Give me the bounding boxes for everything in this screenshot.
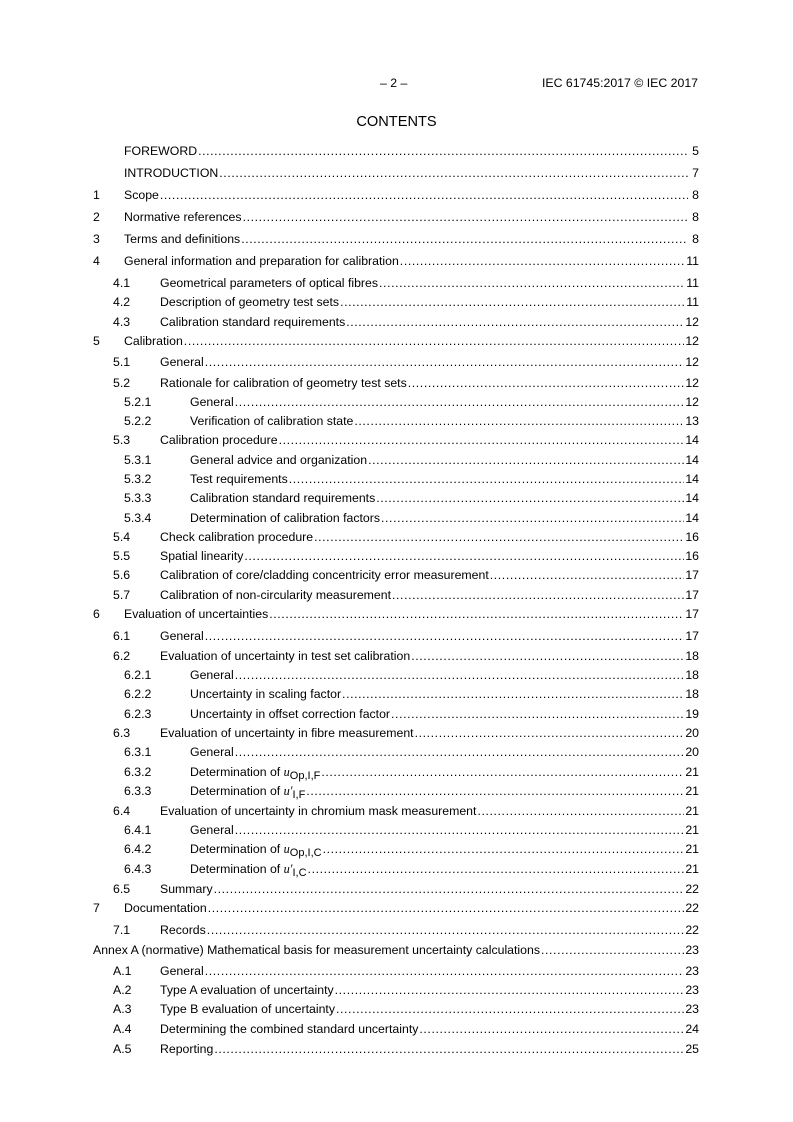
toc-entry[interactable] xyxy=(93,210,699,227)
toc-entry-page: 21 xyxy=(685,804,699,818)
toc-entry[interactable] xyxy=(93,232,699,249)
toc-entry-number: 7.1 xyxy=(113,923,131,937)
toc-entry[interactable] xyxy=(93,568,699,585)
toc-entry-title xyxy=(190,823,234,837)
toc-entry-title xyxy=(190,842,322,857)
toc-entry-title-text: Reporting xyxy=(160,1042,214,1056)
toc-entry-page: 17 xyxy=(685,588,699,602)
toc-entry[interactable] xyxy=(93,1022,699,1039)
toc-entry-title-text: Geometrical parameters of optical fibres xyxy=(160,276,379,290)
toc-entry-number: 5.4 xyxy=(113,530,131,544)
toc-entry[interactable] xyxy=(93,629,699,646)
toc-entry[interactable] xyxy=(93,668,699,685)
toc-entry-page: 19 xyxy=(685,707,699,721)
toc-entry-title xyxy=(124,166,218,180)
toc-entry[interactable] xyxy=(93,453,699,470)
toc-entry-number: 6.2.2 xyxy=(124,687,152,701)
toc-leader-dots xyxy=(408,376,685,390)
toc-entry-page: 22 xyxy=(685,882,699,896)
toc-leader-dots xyxy=(219,166,688,180)
toc-leader-dots xyxy=(391,707,684,721)
toc-entry-page: 17 xyxy=(685,607,699,621)
toc-leader-dots xyxy=(207,923,685,937)
toc-entry-page: 16 xyxy=(685,549,699,563)
toc-leader-dots xyxy=(205,629,685,643)
toc-entry-title xyxy=(190,491,375,505)
toc-entry-title xyxy=(190,784,305,799)
toc-entry-title-text: Calibration procedure xyxy=(160,433,278,447)
toc-entry-title-text: FOREWORD xyxy=(124,144,198,158)
toc-entry-page: 23 xyxy=(685,964,699,978)
toc-entry-page: 22 xyxy=(685,901,699,915)
toc-entry-page: 17 xyxy=(685,568,699,582)
toc-entry-number: 5.1 xyxy=(113,355,131,369)
toc-entry-title-text: Test requirements xyxy=(190,472,288,486)
toc-leader-dots xyxy=(354,414,684,428)
toc-entry-title-text: General xyxy=(190,745,234,759)
toc-entry-title-text: General xyxy=(190,823,234,837)
toc-entry-number: 5.2.2 xyxy=(124,414,152,428)
toc-entry-title xyxy=(190,414,353,428)
toc-entry-page: 23 xyxy=(685,1002,699,1016)
toc-entry-title xyxy=(160,376,407,390)
toc-entry[interactable] xyxy=(93,530,699,547)
toc-entry-page: 12 xyxy=(685,376,699,390)
toc-leader-dots xyxy=(306,784,684,798)
toc-leader-dots xyxy=(308,862,685,876)
toc-entry-page: 11 xyxy=(686,276,699,290)
toc-entry-title xyxy=(190,668,234,682)
toc-entry-page: 14 xyxy=(685,511,699,525)
toc-entry[interactable] xyxy=(93,823,699,840)
toc-leader-dots xyxy=(289,472,685,486)
toc-entry-page: 8 xyxy=(692,210,699,224)
toc-entry-page: 21 xyxy=(685,784,699,798)
toc-entry-title xyxy=(160,549,243,563)
toc-entry-title xyxy=(160,315,345,329)
toc-entry-title xyxy=(124,232,240,246)
toc-entry-number: 6.4.3 xyxy=(124,862,152,876)
toc-entry-page: 14 xyxy=(685,472,699,486)
toc-entry-title xyxy=(160,433,278,447)
toc-entry-page: 12 xyxy=(685,315,699,329)
toc-entry-title-text: Type B evaluation of uncertainty xyxy=(160,1002,335,1016)
toc-entry[interactable] xyxy=(93,649,699,666)
toc-leader-dots xyxy=(279,433,685,447)
page-header xyxy=(0,76,793,92)
toc-entry[interactable] xyxy=(93,1042,699,1059)
toc-entry[interactable] xyxy=(93,511,699,528)
toc-entry-title-text: Terms and definitions xyxy=(124,232,241,246)
toc-entry-page: 14 xyxy=(685,453,699,467)
toc-entry[interactable] xyxy=(93,726,699,743)
toc-entry-title xyxy=(160,588,391,602)
toc-entry[interactable] xyxy=(93,784,699,801)
toc-leader-dots xyxy=(419,1022,684,1036)
toc-entry-title xyxy=(160,1042,213,1056)
toc-leader-dots xyxy=(321,765,684,779)
toc-entry[interactable] xyxy=(93,295,699,312)
toc-entry-page: 24 xyxy=(685,1022,699,1036)
toc-entry-page: 11 xyxy=(686,254,699,268)
toc-entry-number: 6.3 xyxy=(113,726,131,740)
toc-entry-title-text: Check calibration procedure xyxy=(160,530,314,544)
toc-leader-dots xyxy=(235,823,685,837)
toc-entry-title-text: Determination of xyxy=(190,862,284,876)
toc-entry-title xyxy=(190,765,320,780)
toc-entry[interactable] xyxy=(93,687,699,704)
toc-entry[interactable] xyxy=(93,745,699,762)
toc-entry-title xyxy=(93,943,540,957)
toc-entry-number: 1 xyxy=(93,188,100,202)
toc-entry-page: 16 xyxy=(685,530,699,544)
toc-entry[interactable] xyxy=(93,983,699,1000)
toc-entry-page: 20 xyxy=(685,726,699,740)
toc-leader-dots xyxy=(243,210,688,224)
toc-entry-number: 5.3.2 xyxy=(124,472,152,486)
toc-entry-number: A.4 xyxy=(113,1022,132,1036)
toc-entry-title xyxy=(160,276,378,290)
toc-entry-title-text: Determination of xyxy=(190,784,284,798)
toc-entry-title xyxy=(190,472,288,486)
toc-leader-dots xyxy=(244,549,684,563)
toc-entry-title xyxy=(124,188,159,202)
toc-entry-page: 17 xyxy=(685,629,699,643)
toc-entry-title-text: Spatial linearity xyxy=(160,549,244,563)
toc-entry-title xyxy=(124,144,197,158)
toc-entry-title xyxy=(124,607,268,621)
toc-entry-number: 2 xyxy=(93,210,100,224)
toc-entry[interactable] xyxy=(93,804,699,821)
toc-entry[interactable] xyxy=(93,842,699,859)
toc-leader-dots xyxy=(346,315,684,329)
toc-entry-title-text: Evaluation of uncertainty in test set calibration xyxy=(160,649,411,663)
toc-entry-number: 6 xyxy=(93,607,100,621)
toc-leader-dots xyxy=(368,453,684,467)
toc-entry-title-text: General xyxy=(190,395,234,409)
toc-entry-title-text: Records xyxy=(160,923,206,937)
toc-leader-dots xyxy=(235,745,685,759)
toc-entry-page: 18 xyxy=(685,649,699,663)
toc-entry[interactable] xyxy=(93,315,699,332)
toc-entry-number: 7 xyxy=(93,901,100,915)
toc-entry[interactable] xyxy=(93,491,699,508)
toc-entry-page: 11 xyxy=(686,295,699,309)
toc-leader-dots xyxy=(376,491,684,505)
toc-entry-title-text: Evaluation of uncertainty in fibre measurement xyxy=(160,726,414,740)
toc-entry-page: 7 xyxy=(692,166,699,180)
toc-entry-title xyxy=(160,649,410,663)
toc-entry-number: 6.2 xyxy=(113,649,131,663)
toc-entry-title-text: Annex A (normative) Mathematical basis for measurement uncertainty calculations xyxy=(93,943,540,957)
toc-entry-title-text: Uncertainty in scaling factor xyxy=(190,687,342,701)
toc-entry-math-symbol: u′ xyxy=(283,862,293,876)
toc-entry-number: 5.3.1 xyxy=(124,453,152,467)
toc-entry-number: 6.5 xyxy=(113,882,131,896)
toc-entry-number: 6.4 xyxy=(113,804,131,818)
toc-leader-dots xyxy=(235,395,685,409)
toc-leader-dots xyxy=(335,983,685,997)
toc-leader-dots xyxy=(415,726,685,740)
toc-leader-dots xyxy=(314,530,684,544)
toc-leader-dots xyxy=(342,687,684,701)
toc-entry-page: 12 xyxy=(685,395,699,409)
toc-leader-dots xyxy=(241,232,688,246)
toc-entry-number: 5.2.1 xyxy=(124,395,152,409)
toc-entry-title-text: General xyxy=(160,629,204,643)
toc-entry-title-text: Determination of xyxy=(190,842,284,856)
toc-entry-title xyxy=(160,1002,335,1016)
toc-leader-dots xyxy=(269,607,684,621)
toc-entry-number: 5.6 xyxy=(113,568,131,582)
toc-entry-title xyxy=(190,511,380,525)
toc-leader-dots xyxy=(205,964,685,978)
toc-entry-number: A.5 xyxy=(113,1042,132,1056)
toc-leader-dots xyxy=(160,188,688,202)
toc-entry-page: 12 xyxy=(685,355,699,369)
toc-entry[interactable] xyxy=(93,765,699,782)
toc-entry-title xyxy=(124,334,183,348)
toc-entry-number: 6.4.1 xyxy=(124,823,152,837)
toc-leader-dots xyxy=(411,649,684,663)
toc-leader-dots xyxy=(323,842,685,856)
toc-leader-dots xyxy=(214,882,685,896)
toc-leader-dots xyxy=(235,668,685,682)
toc-leader-dots xyxy=(198,144,688,158)
toc-entry-number: 4.1 xyxy=(113,276,131,290)
toc-entry-number: 5.3.4 xyxy=(124,511,152,525)
toc-entry-title-text: INTRODUCTION xyxy=(124,166,219,180)
toc-entry[interactable] xyxy=(93,707,699,724)
toc-entry-page: 25 xyxy=(685,1042,699,1056)
toc-entry-title-text: Calibration xyxy=(124,334,183,348)
toc-entry-title-text: General xyxy=(160,964,204,978)
toc-entry-number: 4.2 xyxy=(113,295,131,309)
toc-entry-page: 21 xyxy=(685,842,699,856)
toc-entry-number: 5.7 xyxy=(113,588,131,602)
toc-leader-dots xyxy=(184,334,685,348)
toc-entry[interactable] xyxy=(93,276,699,293)
toc-entry-title-text: General xyxy=(160,355,204,369)
toc-entry-title xyxy=(190,745,234,759)
toc-entry-page: 20 xyxy=(685,745,699,759)
toc-entry-title-text: Calibration of core/cladding concentricity error measurement xyxy=(160,568,489,582)
toc-entry-math-subscript: Op,I,F xyxy=(289,770,321,782)
toc-entry[interactable] xyxy=(93,588,699,605)
toc-entry[interactable] xyxy=(93,395,699,412)
toc-entry-page: 8 xyxy=(692,232,699,246)
toc-entry-title xyxy=(190,453,367,467)
toc-entry-title xyxy=(190,395,234,409)
toc-entry-title-text: General advice and organization xyxy=(190,453,368,467)
toc-entry[interactable] xyxy=(93,607,699,624)
toc-entry-title-text: Summary xyxy=(160,882,213,896)
toc-leader-dots xyxy=(477,804,684,818)
toc-entry-title xyxy=(160,355,204,369)
toc-entry-number: 6.2.3 xyxy=(124,707,152,721)
toc-entry-number: A.3 xyxy=(113,1002,132,1016)
toc-entry-page: 21 xyxy=(685,823,699,837)
toc-entry-number: 4.3 xyxy=(113,315,131,329)
toc-entry[interactable] xyxy=(93,1002,699,1019)
toc-entry-number: 5.2 xyxy=(113,376,131,390)
toc-entry-title-text: Normative references xyxy=(124,210,242,224)
toc-entry[interactable] xyxy=(93,355,699,372)
toc-entry-math-symbol: u xyxy=(283,842,290,856)
toc-entry-title xyxy=(160,882,213,896)
toc-entry-page: 5 xyxy=(692,144,699,158)
toc-entry-math-subscript: I,F xyxy=(292,789,306,801)
toc-entry-page: 22 xyxy=(685,923,699,937)
page-number: – 2 – xyxy=(380,76,408,90)
toc-entry-number: 5.3 xyxy=(113,433,131,447)
toc-leader-dots xyxy=(208,901,685,915)
toc-entry[interactable] xyxy=(93,376,699,393)
toc-leader-dots xyxy=(340,295,685,309)
toc-entry-title-text: Determining the combined standard uncertainty xyxy=(160,1022,419,1036)
toc-entry[interactable] xyxy=(93,414,699,431)
toc-entry-title-text: Calibration of non-circularity measurement xyxy=(160,588,392,602)
toc-entry[interactable] xyxy=(93,433,699,450)
toc-entry-title xyxy=(160,568,489,582)
toc-entry-number: 6.3.1 xyxy=(124,745,152,759)
toc-entry-page: 23 xyxy=(685,943,699,957)
toc-entry-title-text: Determination of calibration factors xyxy=(190,511,381,525)
toc-leader-dots xyxy=(205,355,685,369)
toc-entry-page: 18 xyxy=(685,668,699,682)
toc-entry[interactable] xyxy=(93,472,699,489)
toc-leader-dots xyxy=(400,254,685,268)
toc-entry-title-text: Type A evaluation of uncertainty xyxy=(160,983,334,997)
toc-entry-title xyxy=(190,707,390,721)
toc-entry[interactable] xyxy=(93,549,699,566)
toc-leader-dots xyxy=(336,1002,684,1016)
toc-entry-math-symbol: u xyxy=(283,765,290,779)
toc-entry[interactable] xyxy=(93,166,699,183)
toc-entry-title-text: Scope xyxy=(124,188,159,202)
page-title: CONTENTS xyxy=(356,114,437,130)
toc-entry-page: 14 xyxy=(685,491,699,505)
toc-entry-title xyxy=(160,629,204,643)
toc-entry[interactable] xyxy=(93,901,699,918)
toc-entry-number: 6.1 xyxy=(113,629,131,643)
toc-entry-number: 5.3.3 xyxy=(124,491,152,505)
toc-entry-number: 5 xyxy=(93,334,100,348)
toc-leader-dots xyxy=(392,588,684,602)
toc-entry-number: 5.5 xyxy=(113,549,131,563)
toc-entry-page: 21 xyxy=(685,765,699,779)
toc-leader-dots xyxy=(490,568,685,582)
toc-entry-page: 21 xyxy=(685,862,699,876)
toc-entry-title-text: Evaluation of uncertainty in chromium mask measurement xyxy=(160,804,477,818)
toc-entry-title-text: Verification of calibration state xyxy=(190,414,354,428)
toc-entry-title xyxy=(124,901,207,915)
toc-entry-page: 13 xyxy=(685,414,699,428)
toc-entry-title-text: Evaluation of uncertainties xyxy=(124,607,269,621)
toc-entry-title xyxy=(160,804,476,818)
toc-entry-title xyxy=(160,983,334,997)
toc-entry-page: 8 xyxy=(692,188,699,202)
toc-entry-title-text: Rationale for calibration of geometry test sets xyxy=(160,376,407,390)
toc-leader-dots xyxy=(381,511,684,525)
toc-entry-title xyxy=(160,530,313,544)
toc-entry-title-text: Calibration standard requirements xyxy=(160,315,346,329)
toc-entry[interactable] xyxy=(93,862,699,879)
toc-entry-title xyxy=(124,210,242,224)
toc-entry-title-text: Uncertainty in offset correction factor xyxy=(190,707,391,721)
toc-entry-page: 18 xyxy=(685,687,699,701)
toc-entry-number: A.2 xyxy=(113,983,132,997)
toc-entry-title-text: Calibration standard requirements xyxy=(190,491,376,505)
toc-entry-math-symbol: u′ xyxy=(283,784,293,798)
toc-entry-number: 6.3.2 xyxy=(124,765,152,779)
toc-entry-number: 4 xyxy=(93,254,100,268)
toc-entry-page: 14 xyxy=(685,433,699,447)
toc-entry-number: 3 xyxy=(93,232,100,246)
toc-entry-title xyxy=(190,862,307,877)
toc-entry-title-text: Description of geometry test sets xyxy=(160,295,340,309)
toc-entry[interactable] xyxy=(93,923,699,940)
toc-entry-title xyxy=(160,923,206,937)
toc-entry-number: A.1 xyxy=(113,964,132,978)
toc-entry-math-subscript: Op,I,C xyxy=(289,847,322,859)
toc-entry-number: 6.3.3 xyxy=(124,784,152,798)
toc-entry-title xyxy=(160,1022,418,1036)
toc-entry-number: 6.4.2 xyxy=(124,842,152,856)
toc-entry-number: 6.2.1 xyxy=(124,668,152,682)
toc-entry-title xyxy=(124,254,399,268)
toc-leader-dots xyxy=(541,943,684,957)
toc-entry-title xyxy=(190,687,341,701)
toc-entry-title xyxy=(160,726,414,740)
toc-entry-title xyxy=(160,295,339,309)
copyright-notice: IEC 61745:2017 © IEC 2017 xyxy=(541,76,698,90)
toc-entry[interactable] xyxy=(93,188,699,205)
toc-entry-title-text: Documentation xyxy=(124,901,207,915)
toc-leader-dots xyxy=(214,1042,684,1056)
toc-entry-page: 23 xyxy=(685,983,699,997)
toc-entry-title-text: Determination of xyxy=(190,765,284,779)
toc-entry-math-subscript: I,C xyxy=(292,867,307,879)
toc-entry-title-text: General information and preparation for calibration xyxy=(124,254,399,268)
toc-leader-dots xyxy=(379,276,685,290)
toc-entry[interactable] xyxy=(93,943,699,960)
toc-entry-title-text: General xyxy=(190,668,234,682)
toc-entry[interactable] xyxy=(93,144,699,161)
toc-entry[interactable] xyxy=(93,882,699,899)
toc-entry[interactable] xyxy=(93,254,699,271)
toc-entry-title xyxy=(160,964,204,978)
toc-entry[interactable] xyxy=(93,964,699,981)
toc-entry[interactable] xyxy=(93,334,699,351)
toc-entry-page: 12 xyxy=(685,334,699,348)
